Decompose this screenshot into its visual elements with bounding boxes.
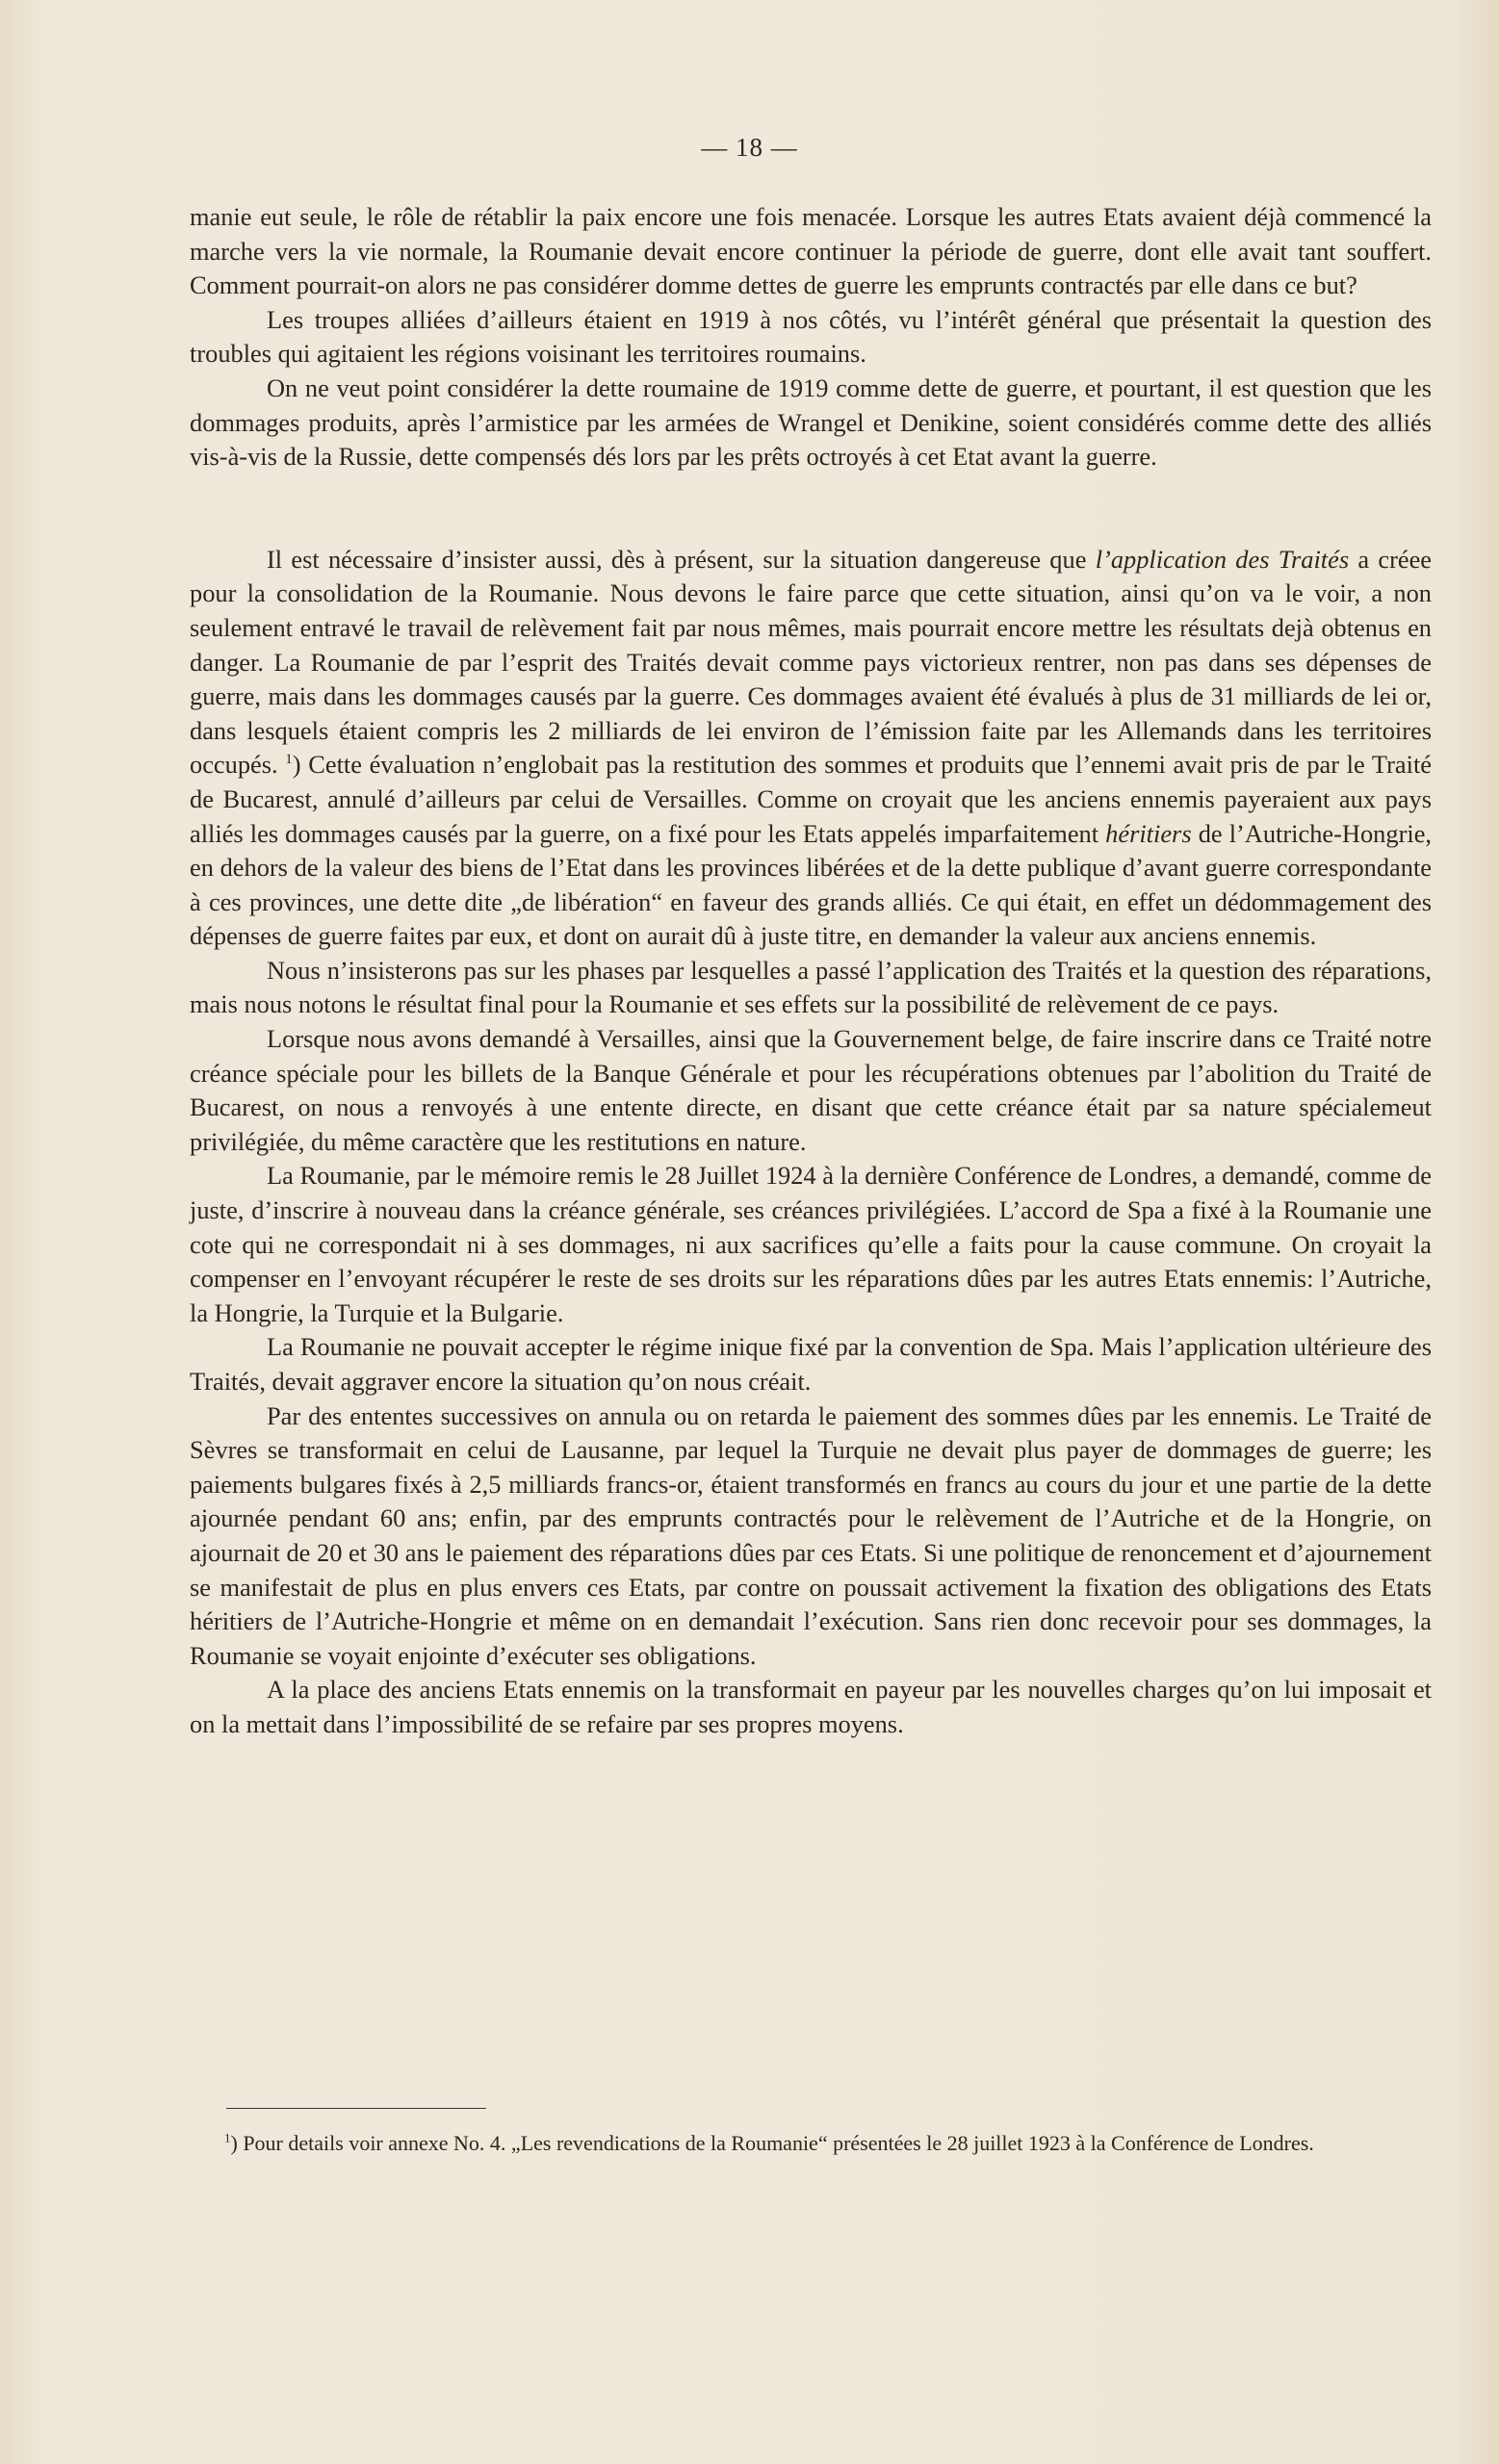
- footnote-divider: [226, 2108, 486, 2109]
- paragraph-5: Nous n’insisterons pas sur les phases par lesquelles a passé l’application des Traités et la question des réparations, mais nous notons le résultat final pour la Roumanie et ses effets sur la possibilité de relèvement de ce pays.: [190, 955, 1432, 1019]
- paragraph-1: manie eut seule, le rôle de rétablir la paix encore une fois menacée. Lorsque les autres Etats avaient déjà commencé la marche vers la vie normale, la Roumanie devait encore continuer la période de guerre, dont elle avait tant souffert. Comment pourrait-on alors ne pas considérer domme dettes de guerre les emprunts contractés par elle dans ce but?: [190, 202, 1432, 300]
- paragraph-9: Par des ententes successives on annula ou on retarda le paiement des sommes dûes par les ennemis. Le Traité de Sèvres se transformait en celui de Lausanne, par lequel la Turquie ne devait plus payer de dommages de guerre; les paiements bulgares fixés à 2,5 milliards francs-or, étaient transformés en francs au cours du jour et une partie de la dette ajournée pendant 60 ans; enfin, par des emprunts contractés pour le relèvement de l’Autriche et de la Hongrie, on ajournait de 20 et 30 ans le paiement des réparations dûes par ces Etats. Si une politique de renoncement et d’ajournement se manifestait de plus en plus envers ces Etats, par contre on poussait activement la fixation des obligations des Etats héritiers de l’Autriche-Hongrie et même on en demandait l’exécution. Sans rien donc recevoir pour ses dommages, la Roumanie se voyait enjointe d’exécuter ses obligations.: [190, 1400, 1432, 1670]
- paragraph-4-text: ) Cette évaluation n’englobait pas la restitution des sommes et produits que l’ennemi avait pris de par le Traité de Bucarest, annulé d’ailleurs par celui de Versailles. Comme on croyait que les anciens ennemis payeraient aux pays alliés les dommages causés par la guerre, on a fixé pour les Etats appelés imparfaitement: [190, 750, 1433, 848]
- body-text: [190, 200, 1432, 1742]
- paragraph-4-italic: héritiers: [1105, 818, 1192, 848]
- paragraph-4-text: Il est nécessaire d’insister aussi, dès à présent, sur la situation dangereuse que: [267, 544, 1096, 574]
- paragraph-8: La Roumanie ne pouvait accepter le régime inique fixé par la convention de Spa. Mais l’application ultérieure des Traités, devait aggraver encore la situation qu’on nous créait.: [190, 1332, 1432, 1396]
- paragraph-4-italic: l’application des Traités: [1095, 544, 1350, 574]
- footnote-text: ) Pour details voir annexe No. 4. „Les revendications de la Roumanie“ présentées le 28 juillet 1923 à la Conférence de Londres.: [230, 2131, 1314, 2155]
- paragraph-3: On ne veut point considérer la dette roumaine de 1919 comme dette de guerre, et pourtant, il est question que les dommages produits, après l’armistice par les armées de Wrangel et Denikine, soient considérés comme dette des alliés vis-à-vis de la Russie, dette compensés dés lors par les prêts octroyés à cet Etat avant la guerre.: [190, 372, 1432, 472]
- paragraph-4-text: de l’Autriche-Hongrie, en dehors de la valeur des biens de l’Etat dans les provinces libérées et de la dette publique d’avant guerre correspondante à ces provinces, une dette dite „de libération“ en faveur des grands alliés. Ce qui était, en effet un dédommagement des dépenses de guerre faites par eux, et dont on aurait dû à juste titre, en demander la valeur aux anciens ennemis.: [190, 818, 1433, 951]
- paragraph-4: [190, 543, 1432, 954]
- paragraph-10: A la place des anciens Etats ennemis on la transformait en payeur par les nouvelles charges qu’on lui imposait et on la mettait dans l’impossibilité de se refaire par ses propres moyens.: [190, 1675, 1432, 1738]
- paragraph-2: Les troupes alliées d’ailleurs étaient en 1919 à nos côtés, vu l’intérêt général que présentait la question des troubles qui agitaient les régions voisinant les territoires roumains.: [190, 304, 1432, 369]
- footnote-mark: 1: [224, 2130, 231, 2145]
- footnote-reference[interactable]: 1: [285, 752, 293, 768]
- footnote: [186, 2127, 1437, 2159]
- paragraph-6: Lorsque nous avons demandé à Versailles, ainsi que la Gouvernement belge, de faire inscrire dans ce Traité notre créance spéciale pour les billets de la Banque Générale et pour les récupérations obtenues par l’abolition du Traité de Bucarest, on nous a renvoyés à une entente directe, en disant que cette créance était par sa nature spécialemeut privilégiée, du même caractère que les restitutions en nature.: [190, 1024, 1432, 1156]
- page-number: — 18 —: [701, 133, 798, 162]
- paragraph-7: La Roumanie, par le mémoire remis le 28 Juillet 1924 à la dernière Conférence de Londres, a demandé, comme de juste, d’inscrire à nouveau dans la créance générale, ses créances privilégiées. L’accord de Spa a fixé à la Roumanie une cote qui ne correspondait ni à ses dommages, ni aux sacrifices qu’elle a faits pour la cause commune. On croyait la compenser en l’envoyant récupérer le reste de ses droits sur les réparations dûes par les autres Etats ennemis: l’Autriche, la Hongrie, la Turquie et la Bulgarie.: [190, 1161, 1432, 1327]
- paragraph-4-text: a créee pour la consolidation de la Roumanie. Nous devons le faire parce que cette situation, ainsi qu’on va le voir, a non seulement entravé le travail de relèvement fait par nous mêmes, mais pourrait encore mettre les résultats dejà obtenus en danger. La Roumanie de par l’esprit des Traités devait comme pays victorieux rentrer, non pas dans ses dépenses de guerre, mais dans les dommages causés par la guerre. Ces dommages avaient été évalués à plus de 31 milliards de lei or, dans lesquels étaient compris les 2 milliards de lei environ de l’émission faite par les Allemands dans les territoires occupés.: [190, 544, 1433, 780]
